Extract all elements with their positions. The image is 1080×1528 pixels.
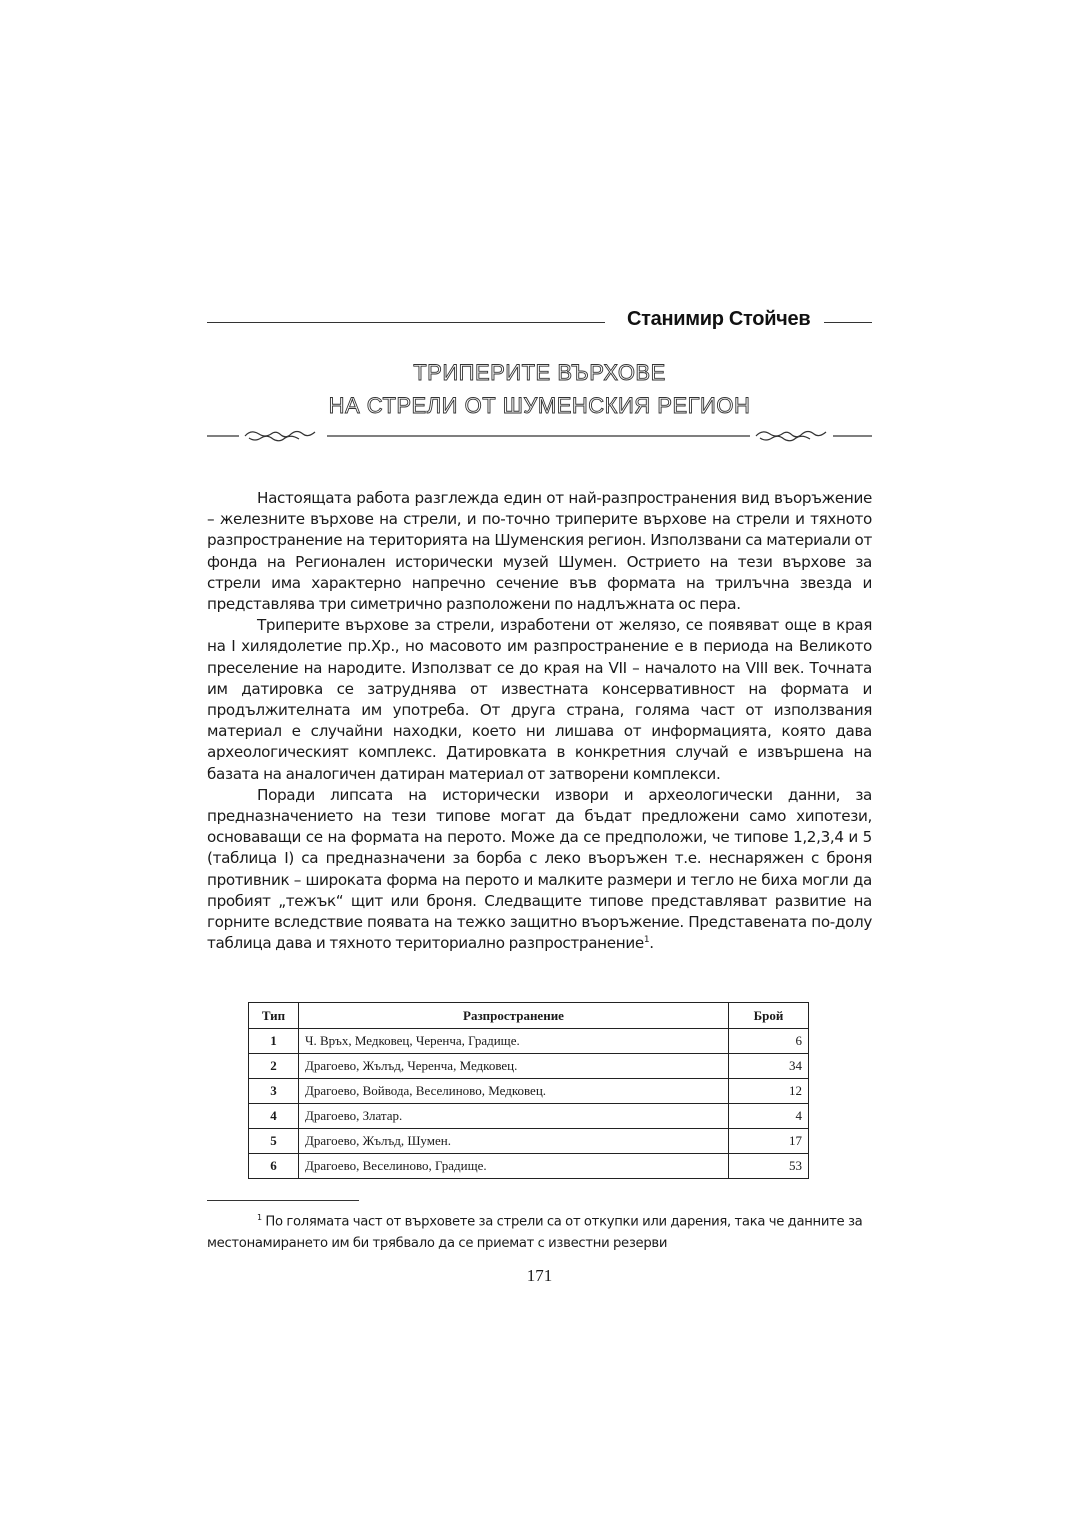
body-paragraph-2: Триперите върхове за стрели, изработени от желязо, се появяват още в края на I хилядолетие пр.Хр., но масовото им разпространение е в периода на Великото преселение на народите. Използват се до края на VII – началото на VIII век. Точната им датировка се затруднява от известната консервативност на формата и продължителната им употреба. От друга страна, голяма част от използвания материал е случайни находки, което ни лишава от информацията, която дава археологическият комплекс. Датировката в конкретния случай е извършена на базата на аналогичен датиран материал от затворени комплекси.	[207, 616, 872, 783]
table-row	[249, 1104, 809, 1129]
places-cell: Драгоево, Жълъд, Черенча, Медковец.	[299, 1054, 729, 1079]
body-paragraph-1: Настоящата работа разглежда един от най-разпространения вид въоръжение – железните върхове на стрели, и по-точно триперите върхове на стрели и тяхното разпространение на територията на Шуменския регион. Използвани са материали от фонда на Регионален исторически музей Шумен. Острието на тези върхове за стрели има характерно напречно сечение във формата на трилъчна звезда и представлява три симетрично разположени по надлъжната ос пера.	[207, 489, 872, 614]
count-cell: 6	[729, 1029, 809, 1054]
article-title	[207, 356, 872, 422]
body-paragraph-3	[207, 785, 872, 955]
count-cell: 53	[729, 1154, 809, 1179]
title-line-2: НА СТРЕЛИ ОТ ШУМЕНСКИЯ РЕГИОН	[328, 393, 751, 418]
paragraph-3-end: .	[649, 934, 654, 953]
table-row	[249, 1129, 809, 1154]
article-body	[207, 488, 872, 954]
footnote-text	[207, 1207, 872, 1255]
header-rule-left	[207, 322, 605, 323]
column-header-type: Тип	[249, 1003, 299, 1029]
places-cell: Драгоево, Веселиново, Градище.	[299, 1154, 729, 1179]
table-row	[249, 1079, 809, 1104]
title-line-1: ТРИПЕРИТЕ ВЪРХОВЕ	[413, 360, 666, 385]
count-cell: 12	[729, 1079, 809, 1104]
title-ornament-divider	[207, 426, 872, 446]
footnote-reference: 1	[643, 935, 650, 946]
places-cell: Драгоево, Войвода, Веселиново, Медковец.	[299, 1079, 729, 1104]
places-cell: Ч. Връх, Медковец, Черенча, Градище.	[299, 1029, 729, 1054]
column-header-distribution: Разпространение	[299, 1003, 729, 1029]
type-cell: 6	[249, 1154, 299, 1179]
column-header-count: Брой	[729, 1003, 809, 1029]
type-cell: 3	[249, 1079, 299, 1104]
running-header	[207, 308, 872, 336]
places-cell: Драгоево, Жълъд, Шумен.	[299, 1129, 729, 1154]
table-row	[249, 1154, 809, 1179]
table-row	[249, 1029, 809, 1054]
ornament-divider-graphic	[207, 426, 872, 446]
footnote-mark: 1	[257, 1213, 262, 1222]
footnote-body: По голямата част от върховете за стрели са от откупки или дарения, така че данните за местонамирането им би трябвало да се приемат с известни резерви	[207, 1214, 863, 1252]
author-name: Станимир Стойчев	[627, 308, 811, 330]
count-cell: 17	[729, 1129, 809, 1154]
page-number: 171	[526, 1266, 553, 1285]
places-cell: Драгоево, Златар.	[299, 1104, 729, 1129]
header-rule-right	[824, 322, 872, 323]
footnote	[207, 1207, 872, 1255]
type-cell: 2	[249, 1054, 299, 1079]
type-cell: 5	[249, 1129, 299, 1154]
type-cell: 4	[249, 1104, 299, 1129]
count-cell: 34	[729, 1054, 809, 1079]
footnote-separator	[207, 1200, 359, 1201]
count-cell: 4	[729, 1104, 809, 1129]
paragraph-3-text: Поради липсата на исторически извори и археологически данни, за предназначението на тези типове могат да бъдат предложени само хипотези, основаващи се на формата на перото. Може да се предположи, че типове 1,2,3,4 и 5 (таблица I) са предназначени за борба с леко въоръжен т.е. неснаряжен с броня противник – широката форма на перото и малките размери и тегло не биха могли да пробият „тежък“ щит или броня. Следващите типове представляват развитие на горните вследствие появата на тежко защитно въоръжение. Представената по-долу таблица дава и тяхното териториално разпространение	[207, 785, 872, 953]
table-header-row	[249, 1003, 809, 1029]
table-row	[249, 1054, 809, 1079]
type-cell: 1	[249, 1029, 299, 1054]
distribution-table	[248, 1002, 809, 1179]
